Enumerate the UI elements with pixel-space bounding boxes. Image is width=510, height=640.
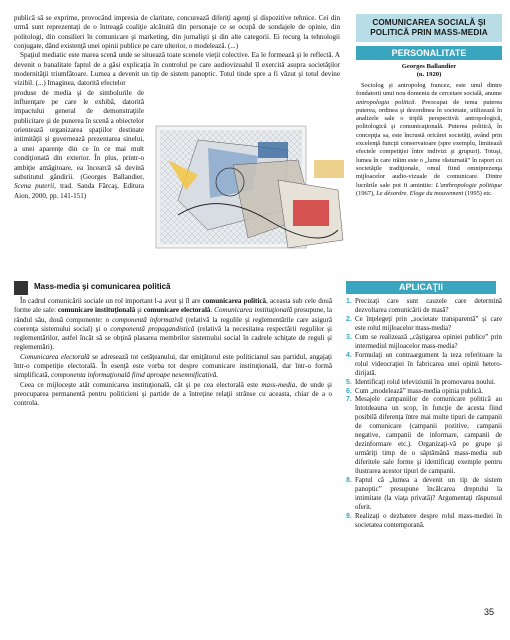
media-collage-illustration (138, 120, 368, 260)
quote-paragraph-1: publică să se exprime, provocând impresia de claritate, concurează diferiţi agenţi şi dispozitive tehnice. Cei din urmă sunt reprezentaţi de o întreagă coaliţie alcătuită din personaje ce se ocupă de sondajele de opinie, din politologi, din consilieri în comunicare şi marketing, din jurnalişti şi din alte categorii. Ei recurg la tehnologii conjugate, dând existenţă unei opinii publice pe care ulterior, o modelează. (...) (14, 14, 340, 51)
aplicatie-text: Mesajele campaniilor de comunicare politică au întotdeauna un scop, în funcţie de acesta fiind posibilă diferenţa între mai multe tipuri de campanii de comunicare (campanii pozitive, campanii negative, campanii de informare, campanii de dezinformare etc.). Organizaţi-vă pe grupe şi urmăriţi timp de o săptămână mass-media sub diferitele sale forme şi identificaţi exemple pentru ilustrarea acestor tipuri de campanii. (355, 396, 502, 476)
aplicatie-text: Cum se realizează „câştigarea opiniei publice” prin intermediul mijloacelor mass-media? (355, 333, 502, 350)
lower-paragraph-2: Comunicarea electorală se adresează tot cetăţeanului, dar emiţătorul este politicianul sau partidul, angajaţi într-o competiţie electorală. În esenţă este vorba tot despre comunicare instituţională, dar într-o formă simplificată, componenta informaţională fiind aproape nesemnificativă. (14, 352, 332, 380)
aplicatie-text: Precizaţi care sunt cauzele care determină dezvoltarea comunicării de masă? (355, 298, 502, 314)
aplicatii-list (346, 298, 502, 531)
page-number: 35 (484, 607, 495, 617)
aplicatie-number: 2. (346, 315, 352, 323)
aplicatie-item (346, 316, 502, 334)
aplicatie-text: Ce înţelegeţi prin „societate transparentă” şi care este rolul mijloacelor mass-media? (355, 315, 502, 332)
aplicatie-item (346, 477, 502, 513)
aplicatie-item (346, 513, 502, 531)
lower-left-text (14, 297, 332, 409)
person-bio: Sociolog şi antropolog francez, este unul dintre fondatorii unui nou domeniu de cercetare socială, anume antropologia politică. Preocupat de tema puterea puterea, ordinea şi dezordinea în societate, utilizează în analizele sale o triplă perspectivă: antropologică, politologică şi comunicaţională. Puterea politică, în concepţia sa, este încrustă oricărei societăţi, având prin excelenţă funcţii conservatoare (spre exemplu, limitează efectele competiţiei între indivizi şi grupuri). Totuşi, lumea în care trăim este o „lume răsturnată” în raport cu societăţile tradiţionale, omul fiind omniprezenţa mijloacelor audio-vizuale de comunicare. Dintre lucrările sale pot fi amintite: L'anthropologie politique (1967), Le désordre. Eloge du mouvement (1995) etc. (356, 82, 502, 197)
personalitate-banner: PERSONALITATE (356, 46, 502, 60)
aplicatie-text: Cum „modelează” mass-media opinia publică. (355, 387, 484, 395)
aplicatie-text: Formulaţi un contraargument la teza referitoare la rolul videocraţiei în fabricarea unei opinii hetero-dirijată. (355, 351, 502, 377)
aplicatie-text: Identificaţi rolul televiziunii în promovarea noului. (355, 378, 496, 386)
aplicatii-banner: APLICAŢII (346, 281, 496, 294)
aplicatie-number: 1. (346, 298, 352, 305)
aplicatie-item (346, 379, 502, 388)
person-name: Georges Ballandier (401, 63, 457, 70)
aplicatie-number: 8. (346, 477, 352, 485)
aplicatie-number: 3. (346, 333, 352, 341)
quote-wrap-text: produse de media şi de simbolurile de influenţare pe care le exhibă, datorită impactului general de demonstraţiile publicitare şi de punerea în scenă a obiectelor orientează organizarea spaţiilor destinate intimităţii şi guvernează prezentarea sinelui, a unei aparenţe din ce în ce mai mult condiţionată din exterior. În plus, printr-o ambiţie amăgitoare, ea încearcă să devină substitutul gândirii. (Georges Ballandier, Scena puterii, trad. Sanda Fărcaş, Editura Aion, 2000, pp. 141-151) (14, 88, 144, 200)
aplicatie-number: 7. (346, 396, 352, 404)
lower-paragraph-3: Ceea ce mijloceşte atât comunicarea instituţională, cât şi pe cea electorală este mass-media, de unde şi preocuparea permanentă pentru politicieni şi partide de a întreţine relaţii strânse cu aceasta, chiar de a o controla. (14, 380, 332, 408)
aplicatie-item (346, 298, 502, 316)
aplicatie-number: 5. (346, 378, 352, 386)
aplicatie-number: 9. (346, 512, 352, 520)
aplicatie-item (346, 396, 502, 477)
chapter-header: COMUNICAREA SOCIALĂ ŞI POLITICĂ PRIN MASS-MEDIA (356, 14, 502, 42)
right-column (356, 14, 502, 198)
aplicatie-number: 4. (346, 351, 352, 359)
quote-paragraph-2: Spaţiul mediatic este marea scenă unde se situează toate scenele vieţii colective. Ea le formează şi le reflectă. A devenit o banalitate faptul de a găsi explicaţia în controlul pe care audiovizualul îl exercită asupra societăţilor modernităţii triumfătoare. Lumea a devenit un tip de sistem panoptic. Totul tinde spre a fi văzut şi totul devine vizibil. (...) Imaginea, datorită efectelor (14, 51, 340, 88)
person-year: (n. 1920) (416, 71, 442, 78)
aplicatie-number: 6. (346, 387, 352, 395)
square-bullet-icon (14, 281, 28, 295)
aplicatie-item (346, 388, 502, 397)
aplicatie-text: Faptul că „lumea a devenit un tip de sistem panoptic” presupune încălcarea dreptului la intimitate (la viaţa privată)? Argumentaţi răspunsul oferit. (355, 477, 502, 511)
aplicatie-text: Realizaţi o dezbatere despre rolul mass-mediei în societatea contemporană. (355, 512, 502, 529)
lower-paragraph-1: În cadrul comunicării sociale un rol important l-a avut şi îl are comunicarea politică, aceasta sub cele două forme ale sale: comunicare instituţională şi comunicare electorală. Comunicarea instituţională presupune, la rândul său, două componente: o componentă informativă (relativă la regulile şi reglementările care asigură coerenţa sistemului social) şi o componentă propagandistică (relativă la necesitatea respectării regulilor şi reglementărilor, astfel încât să se obţină plasarea membrilor sistemului social în cadrele schiţate de reguli şi reglementări). (14, 297, 333, 352)
aplicatie-item (346, 352, 502, 379)
aplicatie-item (346, 334, 502, 352)
section-title: Mass-media şi comunicarea politică (34, 282, 171, 291)
